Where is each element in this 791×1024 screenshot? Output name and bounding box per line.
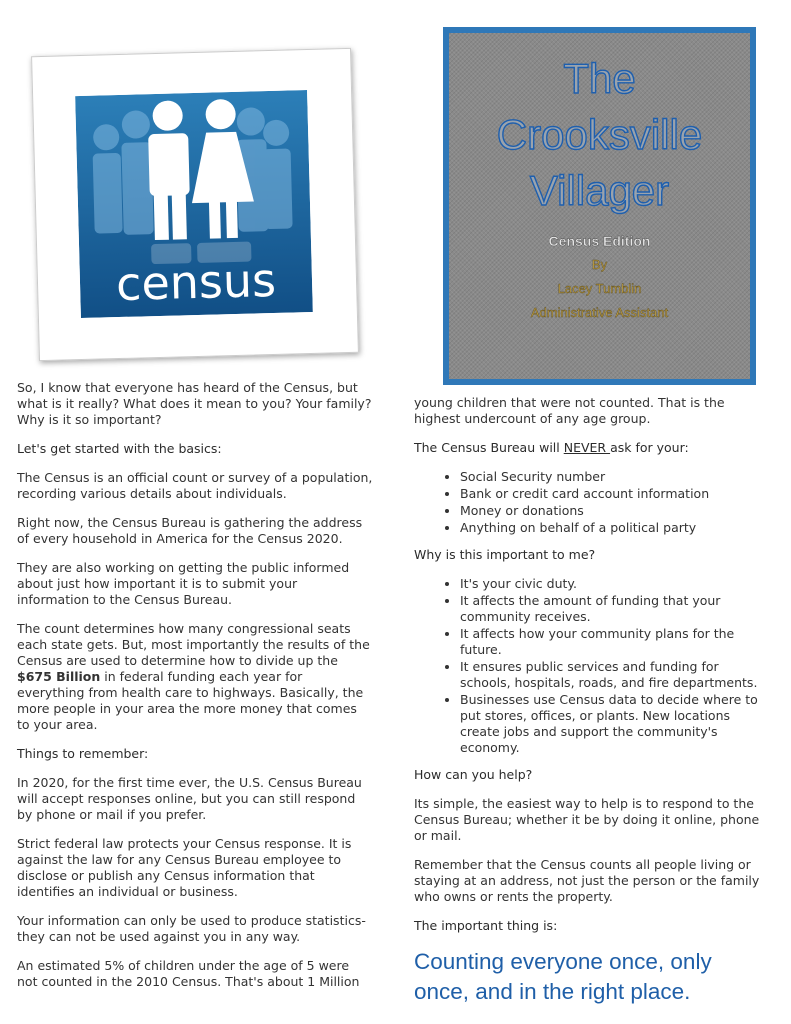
never-ask-suffix: ask for your: [610,440,689,455]
newsletter-masthead [443,27,756,385]
never-ask-prefix: The Census Bureau will [414,440,564,455]
never-ask-list [414,469,766,536]
closing-quote: Counting everyone once, only once, and in the right place. [414,949,712,1004]
right-column [414,395,766,1007]
funding-amount: $675 Billion [17,669,101,684]
how-help-paragraph: Its simple, the easiest way to help is to respond to the Census Bureau; whether it be by doing it online, phone or mail. [414,796,760,843]
left-column [17,380,373,1003]
census-logo-word: census [115,252,277,312]
remember-heading: Things to remember: [17,746,149,761]
census-logo-photo [31,48,359,361]
list-item: • Social Security number [460,469,766,485]
list-item: • It affects the amount of funding that your community receives. [460,593,766,625]
why-important-list [414,576,766,756]
why-important-heading: Why is this important to me? [414,547,596,562]
undercount-paragraph: An estimated 5% of children under the age of 5 were not counted in the 2010 Census. That's about 1 Million [17,958,360,989]
undercount-continued-paragraph: young children that were not counted. That is the highest undercount of any age group. [414,395,725,426]
online-response-paragraph: In 2020, for the first time ever, the U.S. Census Bureau will accept responses online, but you can still respond by phone or mail if you prefer. [17,775,362,822]
statistics-paragraph: Your information can only be used to produce statistics- they can not be used against you in any way. [17,913,366,944]
list-item: • It's your civic duty. [460,576,766,592]
intro-paragraph: So, I know that everyone has heard of the Census, but what is it really? What does it mean to you? Your family? Why is it so important? [17,380,372,427]
never-ask-heading [414,440,766,456]
list-item: • Anything on behalf of a political party [460,520,766,536]
list-item: • It ensures public services and funding for schools, hospitals, roads, and fire departments. [460,659,766,691]
public-informed-paragraph: They are also working on getting the public informed about just how important it is to submit your information to the Census Bureau. [17,560,350,607]
funding-text-before: The count determines how many congressional seats each state gets. But, most importantly the results of the Census are used to determine how to divide up the [17,621,370,668]
basics-heading: Let's get started with the basics: [17,441,222,456]
how-help-heading: How can you help? [414,767,533,782]
masthead-title-line-1: The [563,55,636,102]
funding-text-after: in federal funding each year for everything from health care to highways. Basically, the more people in your area the more money that comes to your area. [17,669,364,732]
important-thing-heading: The important thing is: [414,918,558,933]
masthead-title-line-3: Villager [529,167,670,214]
masthead-author: Lacey Tumblin [557,281,642,296]
masthead-edition: Census Edition [548,233,651,249]
masthead-title-line-2: Crooksville [496,111,703,158]
address-gathering-paragraph: Right now, the Census Bureau is gathering the address of every household in America for the Census 2020. [17,515,363,546]
masthead-by: By [591,257,608,272]
masthead-role: Administrative Assistant [530,305,669,320]
privacy-law-paragraph: Strict federal law protects your Census response. It is against the law for any Census Bureau employee to disclose or publish any Census information that identifies an individual or business. [17,836,352,899]
list-item: • It affects how your community plans for the future. [460,626,766,658]
counts-all-people-paragraph: Remember that the Census counts all people living or staying at an address, not just the person or the family who owns or rents the property. [414,857,760,904]
never-word: NEVER [563,440,611,455]
list-item: • Businesses use Census data to decide where to put stores, offices, or plants. New locations create jobs and support the community's economy. [460,692,766,756]
census-definition-paragraph: The Census is an official count or survey of a population, recording various details about individuals. [17,470,373,501]
list-item: • Bank or credit card account information [460,486,766,502]
funding-paragraph [17,621,373,733]
census-logo [75,90,313,318]
list-item: • Money or donations [460,503,766,519]
